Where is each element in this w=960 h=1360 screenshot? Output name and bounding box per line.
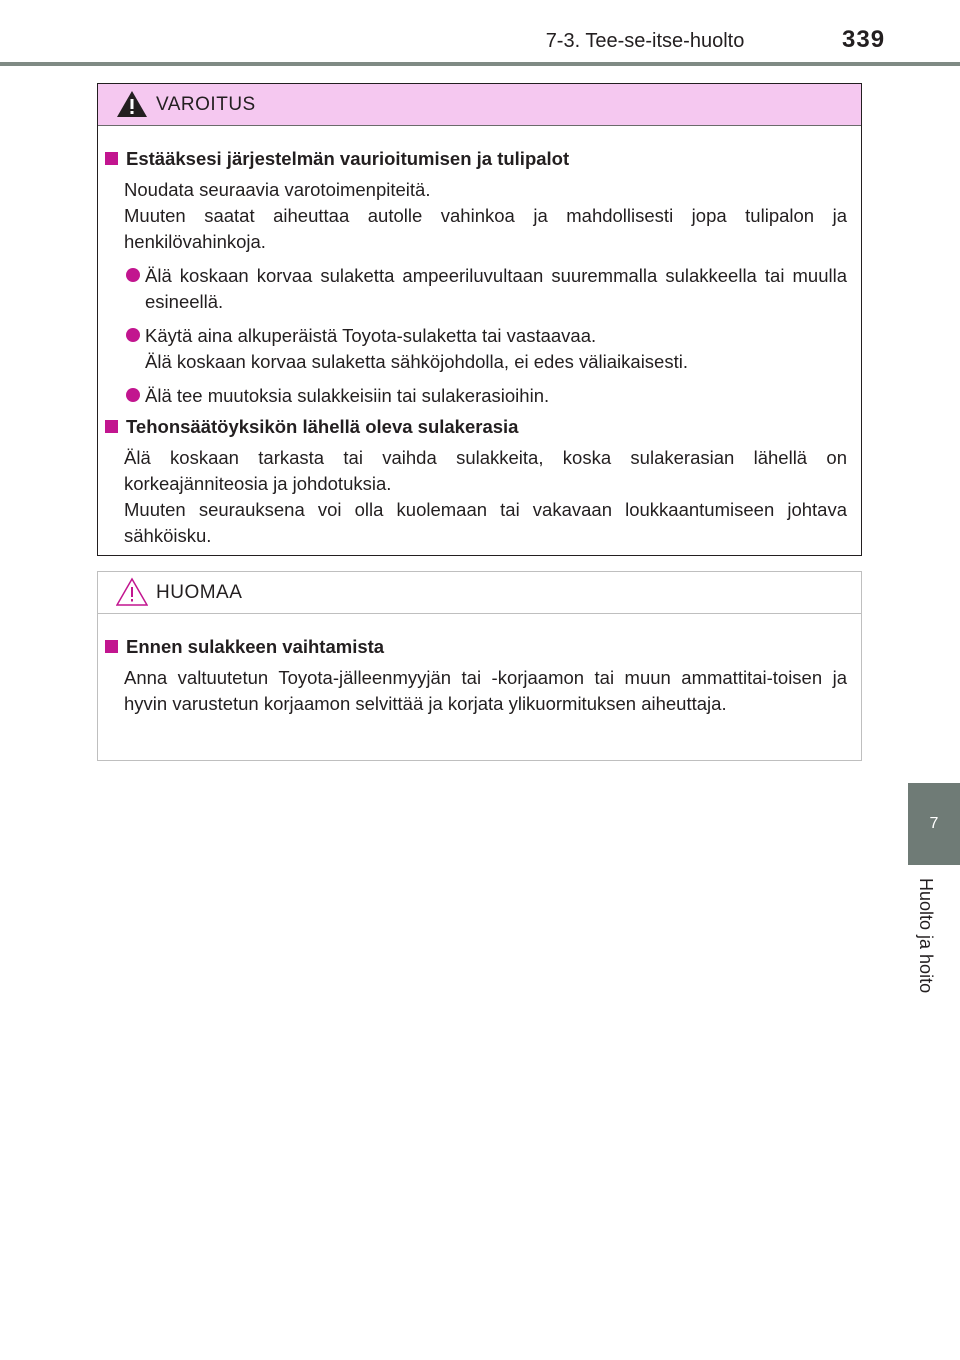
- chapter-title: Huolto ja hoito: [916, 878, 936, 994]
- notice-heading: [105, 635, 847, 659]
- notice-para: Anna valtuutetun Toyota-jälleenmyyjän tai -korjaamon tai muun ammattitai-toisen ja hyvin varustetun korjaamon selvittää ja korjata ylikuormituksen aiheuttaja.: [124, 667, 847, 714]
- warning-box: [97, 83, 862, 556]
- bullet-text: Käytä aina alkuperäistä Toyota-sulaketta tai vastaavaa.: [145, 325, 597, 346]
- chapter-number: 7: [929, 815, 939, 832]
- caution-triangle-icon: [116, 577, 148, 607]
- round-bullet-icon: [126, 328, 140, 342]
- chapter-tab: [908, 783, 960, 865]
- warning-triangle-icon: [116, 89, 148, 119]
- notice-body: [98, 614, 861, 717]
- warning-para: Älä koskaan tarkasta tai vaihda sulakkeita, koska sulakerasian lähellä on korkeajänniteosia ja johdotuksia.: [124, 447, 847, 494]
- round-bullet-icon: [126, 268, 140, 282]
- square-bullet-icon: [105, 420, 118, 433]
- warning-bullet: [105, 263, 847, 315]
- warning-body: [98, 126, 861, 549]
- warning-bullet: [105, 323, 847, 375]
- warning-para: Muuten saatat aiheuttaa autolle vahinkoa ja mahdollisesti jopa tulipalon ja henkilövahinkoja.: [124, 205, 847, 252]
- heading-text: Tehonsäätöyksikön lähellä oleva sulakerasia: [126, 416, 519, 437]
- warning-section2-heading: [105, 415, 847, 439]
- heading-text: Ennen sulakkeen vaihtamista: [126, 636, 385, 657]
- bullet-text: Älä koskaan korvaa sulaketta sähköjohdolla, ei edes väliaikaisesti.: [145, 351, 688, 372]
- round-bullet-icon: [126, 388, 140, 402]
- warning-para: Muuten seurauksena voi olla kuolemaan tai vakavaan loukkaantumiseen johtava sähköisku.: [124, 499, 847, 546]
- warning-header: [98, 84, 861, 126]
- warning-para: Noudata seuraavia varotoimenpiteitä.: [124, 179, 431, 200]
- notice-title: HUOMAA: [156, 582, 243, 603]
- warning-bullet: [105, 383, 847, 409]
- section-title: 7-3. Tee-se-itse-huolto: [545, 30, 745, 52]
- heading-text: Estääksesi järjestelmän vaurioitumisen ja tulipalot: [126, 148, 570, 169]
- header-divider: [0, 62, 960, 66]
- bullet-text: Älä koskaan korvaa sulaketta ampeeriluvultaan suuremmalla sulakkeella tai muulla esineellä.: [145, 265, 847, 312]
- bullet-text: Älä tee muutoksia sulakkeisiin tai sulakerasioihin.: [145, 385, 550, 406]
- square-bullet-icon: [105, 640, 118, 653]
- square-bullet-icon: [105, 152, 118, 165]
- notice-header: [98, 572, 861, 614]
- warning-title: VAROITUS: [156, 94, 256, 115]
- warning-section1-heading: [105, 147, 847, 171]
- notice-box: [97, 571, 862, 761]
- page-number: 339: [842, 26, 886, 53]
